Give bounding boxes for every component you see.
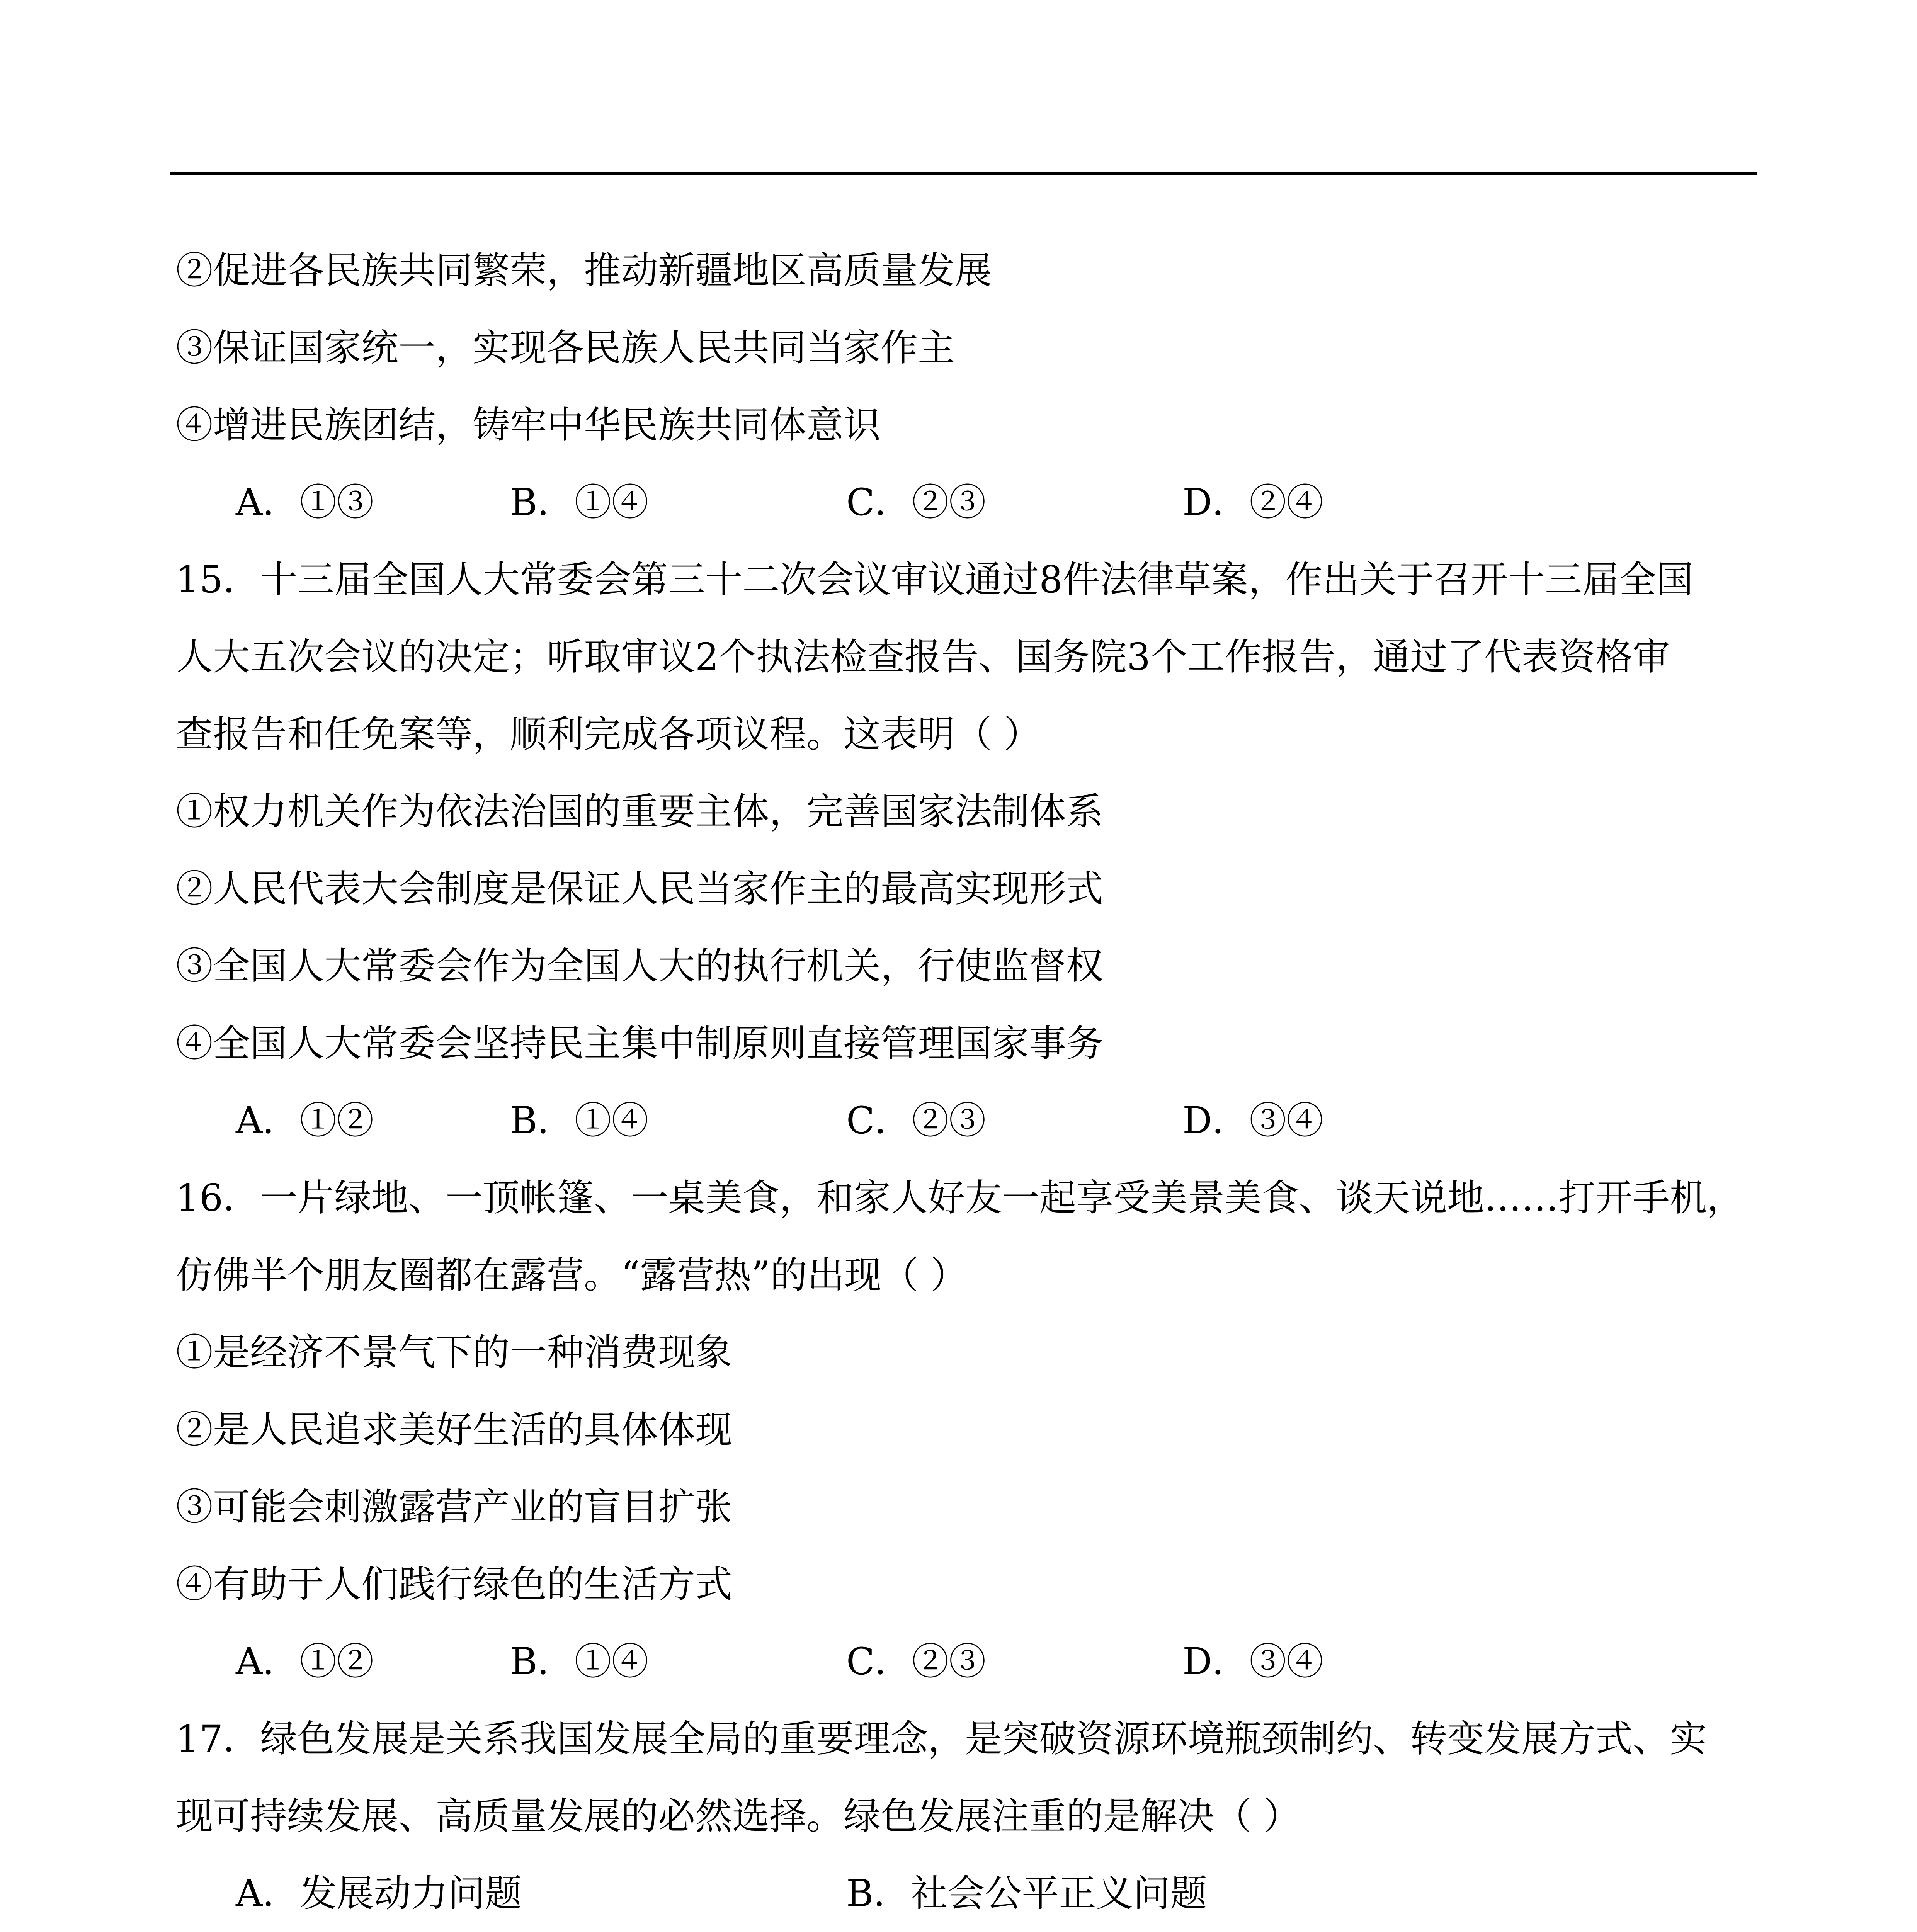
q15-option-d: D．③④ [1182,1099,1323,1142]
q15-option-a: A．①② [236,1099,374,1142]
q16-stem-line-2: 仿佛半个朋友圈都在露营。“露营热”的出现（ ） [176,1253,968,1297]
q15-statement-1: ①权力机关作为依法治国的重要主体，完善国家法制体系 [176,790,1103,833]
q14-option-a: A．①③ [236,481,374,524]
q15-statement-4: ④全国人大常委会坚持民主集中制原则直接管理国家事务 [176,1022,1103,1065]
q14-statement-2: ②促进各民族共同繁荣，推动新疆地区高质量发展 [176,249,992,292]
q16-option-a: A．①② [236,1640,374,1683]
q15-stem-line-3: 查报告和任免案等，顺利完成各项议程。这表明（ ） [176,713,1041,756]
q17-stem-line-2: 现可持续发展、高质量发展的必然选择。绿色发展注重的是解决（ ） [176,1794,1301,1838]
q14-option-c: C．②③ [846,481,986,524]
q16-option-c: C．②③ [846,1640,986,1683]
q16-statement-3: ③可能会刺激露营产业的盲目扩张 [176,1485,732,1529]
q16-statement-4: ④有助于人们践行绿色的生活方式 [176,1563,732,1606]
q14-statement-3: ③保证国家统一，实现各民族人民共同当家作主 [176,326,955,369]
q14-option-b: B．①④ [510,481,649,524]
q17-option-a: A．发展动力问题 [236,1872,522,1915]
q15-option-c: C．②③ [846,1099,986,1142]
q14-statement-4: ④增进民族团结，铸牢中华民族共同体意识 [176,403,881,447]
q16-option-d: D．③④ [1182,1640,1323,1683]
q15-statement-3: ③全国人大常委会作为全国人大的执行机关，行使监督权 [176,944,1103,988]
q16-stem-line-1: 16．一片绿地、一顶帐篷、一桌美食，和家人好友一起享受美景美食、谈天说地……打开手机， [176,1176,1744,1219]
q15-statement-2: ②人民代表大会制度是保证人民当家作主的最高实现形式 [176,867,1103,910]
q17-option-b: B．社会公平正义问题 [846,1872,1208,1915]
q16-statement-1: ①是经济不景气下的一种消费现象 [176,1331,732,1374]
q15-stem-line-2: 人大五次会议的决定；听取审议2个执法检查报告、国务院3个工作报告，通过了代表资格审 [176,635,1670,679]
q16-option-b: B．①④ [510,1640,649,1683]
q14-option-d: D．②④ [1182,481,1323,524]
header-rule [170,172,1757,175]
q17-stem-line-1: 17．绿色发展是关系我国发展全局的重要理念，是突破资源环境瓶颈制约、转变发展方式、实 [176,1717,1707,1760]
q16-statement-2: ②是人民追求美好生活的具体体现 [176,1408,732,1451]
q15-option-b: B．①④ [510,1099,649,1142]
q15-stem-line-1: 15．十三届全国人大常委会第三十二次会议审议通过8件法律草案，作出关于召开十三届全国 [176,558,1694,601]
